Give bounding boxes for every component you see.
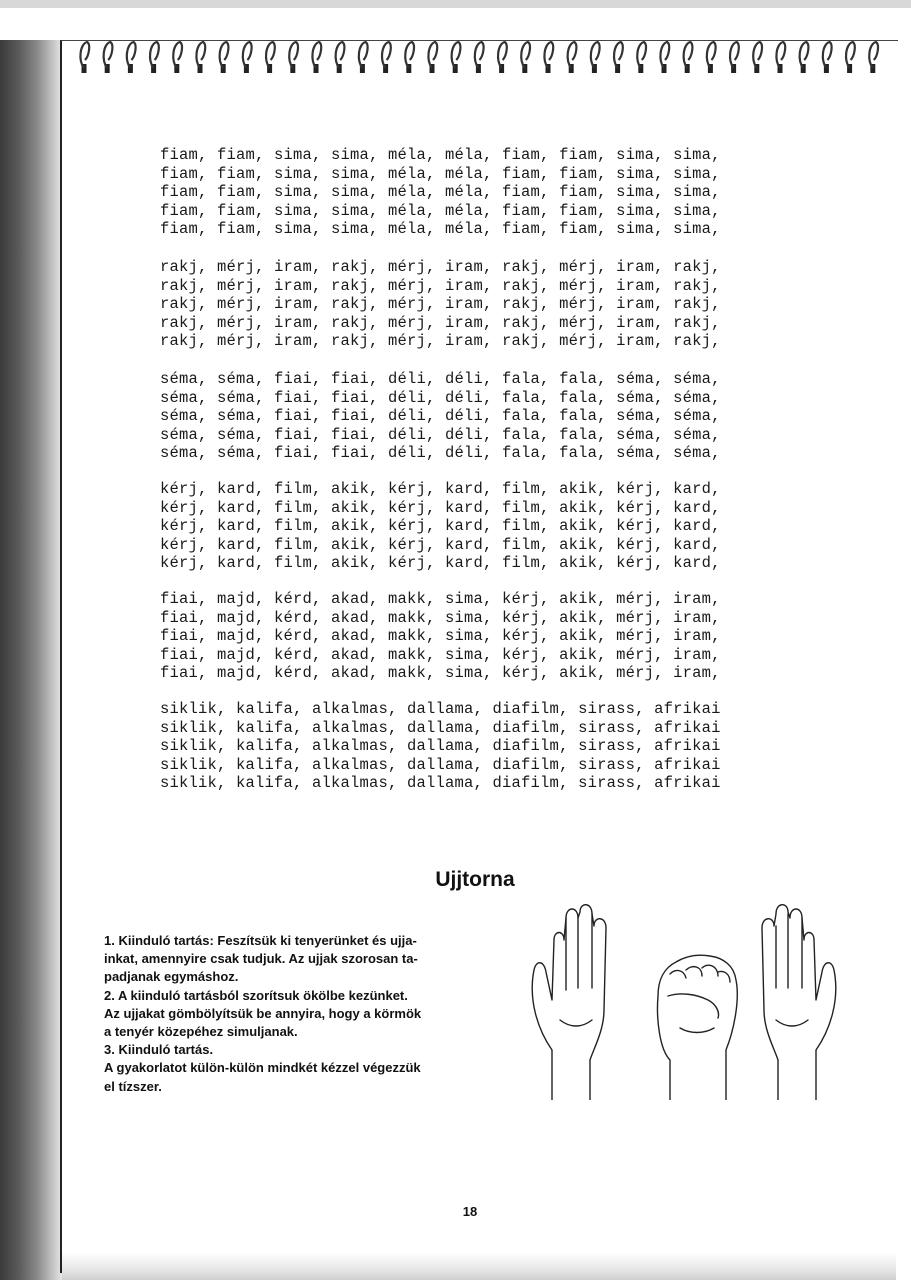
exercise-line: fiai, majd, kérd, akad, makk, sima, kérj, akik, mérj, iram, [160, 608, 721, 627]
exercise-line: fiai, majd, kérd, akad, makk, sima, kérj, akik, mérj, iram, [160, 627, 721, 646]
spiral-ring [544, 42, 553, 73]
exercise-line: siklik, kalifa, alkalmas, dallama, diafilm, sirass, afrikai [160, 700, 721, 718]
spiral-ring [568, 42, 577, 73]
exercise-line: fiai, majd, kérd, akad, makk, sima, kérj, akik, mérj, iram, [160, 590, 721, 608]
spiral-binding [72, 30, 892, 90]
instruction-line: a tenyér közepéhez simuljanak. [104, 1024, 298, 1040]
spiral-ring [684, 42, 693, 73]
exercise-line: kérj, kard, film, akik, kérj, kard, film, akik, kérj, kard, [160, 498, 721, 517]
exercise-line: kérj, kard, film, akik, kérj, kard, film, akik, kérj, kard, [160, 480, 721, 498]
exercise-line: séma, séma, fiai, fiai, déli, déli, fala, fala, séma, séma, [160, 407, 721, 426]
instruction-line: A gyakorlatot külön-külön mindkét kézzel végezzük [104, 1060, 421, 1076]
spiral-ring [660, 42, 669, 73]
exercise-line: siklik, kalifa, alkalmas, dallama, diafilm, sirass, afrikai [160, 737, 721, 756]
spiral-ring [382, 42, 391, 73]
spiral-ring [359, 42, 368, 73]
spiral-ring [707, 42, 716, 73]
spiral-ring [405, 42, 414, 73]
spiral-ring [869, 42, 878, 73]
exercise-line: rakj, mérj, iram, rakj, mérj, iram, rakj, mérj, iram, rakj, [160, 332, 721, 351]
spiral-ring [800, 42, 809, 73]
exercise-line: fiam, fiam, sima, sima, méla, méla, fiam, fiam, sima, sima, [160, 201, 721, 220]
spiral-ring [452, 42, 461, 73]
instructions-text [104, 932, 496, 1096]
section-title: Ujjtorna [435, 868, 515, 891]
exercise-block-2 [160, 258, 721, 351]
instruction-line: el tízszer. [104, 1078, 162, 1094]
spiral-ring [150, 42, 159, 73]
spiral-ring [196, 42, 205, 73]
exercise-block-4 [160, 480, 721, 573]
exercise-line: siklik, kalifa, alkalmas, dallama, diafilm, sirass, afrikai [160, 718, 721, 737]
spiral-ring [776, 42, 785, 73]
spiral-ring [266, 42, 275, 73]
exercise-line: rakj, mérj, iram, rakj, mérj, iram, rakj, mérj, iram, rakj, [160, 258, 721, 276]
spiral-ring [753, 42, 762, 73]
instruction-line: padjanak egymáshoz. [104, 969, 239, 985]
exercise-line: fiai, majd, kérd, akad, makk, sima, kérj, akik, mérj, iram, [160, 645, 721, 664]
spiral-ring [475, 42, 484, 73]
page-number: 18 [462, 1204, 478, 1219]
exercise-line: siklik, kalifa, alkalmas, dallama, diafilm, sirass, afrikai [160, 755, 721, 774]
page-top-edge [0, 0, 911, 8]
notebook-page-stack-edge [0, 40, 62, 1280]
spiral-ring [591, 42, 600, 73]
spiral-ring [637, 42, 646, 73]
exercise-line: fiam, fiam, sima, sima, méla, méla, fiam, fiam, sima, sima, [160, 146, 721, 164]
spiral-ring [80, 42, 89, 73]
spiral-ring [243, 42, 252, 73]
exercise-line: siklik, kalifa, alkalmas, dallama, diafilm, sirass, afrikai [160, 774, 721, 793]
exercise-line: fiam, fiam, sima, sima, méla, méla, fiam, fiam, sima, sima, [160, 183, 721, 202]
spiral-ring [173, 42, 182, 73]
spiral-ring [428, 42, 437, 73]
hand-exercise-illustration [530, 900, 850, 1100]
spiral-ring [312, 42, 321, 73]
exercise-line: fiam, fiam, sima, sima, méla, méla, fiam, fiam, sima, sima, [160, 220, 721, 239]
exercise-line: rakj, mérj, iram, rakj, mérj, iram, rakj, mérj, iram, rakj, [160, 313, 721, 332]
spiral-ring [336, 42, 345, 73]
exercise-line: kérj, kard, film, akik, kérj, kard, film, akik, kérj, kard, [160, 554, 721, 573]
spiral-ring [614, 42, 623, 73]
exercise-line: séma, séma, fiai, fiai, déli, déli, fala, fala, séma, séma, [160, 388, 721, 407]
spiral-ring [730, 42, 739, 73]
open-hand-right-icon [762, 905, 836, 1100]
exercise-line: kérj, kard, film, akik, kérj, kard, film, akik, kérj, kard, [160, 517, 721, 536]
instruction-line: 3. Kiinduló tartás. [104, 1042, 214, 1058]
exercise-block-3 [160, 370, 721, 463]
instruction-line: 2. A kiinduló tartásból szorítsuk ökölbe kezünket. [104, 987, 408, 1003]
exercise-block-5 [160, 590, 721, 683]
exercise-block-1 [160, 146, 721, 239]
open-hand-left-icon [532, 905, 606, 1100]
instruction-line: inkat, amennyire csak tudjuk. Az ujjak szorosan ta- [104, 951, 418, 967]
spiral-ring [498, 42, 507, 73]
spiral-ring [289, 42, 298, 73]
page-bottom-shadow [62, 1252, 896, 1280]
spiral-ring [846, 42, 855, 73]
exercise-line: fiai, majd, kérd, akad, makk, sima, kérj, akik, mérj, iram, [160, 664, 721, 683]
exercise-line: kérj, kard, film, akik, kérj, kard, film, akik, kérj, kard, [160, 535, 721, 554]
fist-hand-icon [658, 955, 738, 1100]
exercise-line: séma, séma, fiai, fiai, déli, déli, fala, fala, séma, séma, [160, 370, 721, 388]
spiral-ring [104, 42, 113, 73]
exercise-line: rakj, mérj, iram, rakj, mérj, iram, rakj, mérj, iram, rakj, [160, 276, 721, 295]
exercise-block-6 [160, 700, 721, 793]
exercise-line: fiam, fiam, sima, sima, méla, méla, fiam, fiam, sima, sima, [160, 164, 721, 183]
exercise-line: rakj, mérj, iram, rakj, mérj, iram, rakj, mérj, iram, rakj, [160, 295, 721, 314]
exercise-line: séma, séma, fiai, fiai, déli, déli, fala, fala, séma, séma, [160, 425, 721, 444]
spiral-ring [127, 42, 136, 73]
instruction-line: Az ujjakat gömbölyítsük be annyira, hogy a körmök [104, 1005, 422, 1021]
exercise-line: séma, séma, fiai, fiai, déli, déli, fala, fala, séma, séma, [160, 444, 721, 463]
spiral-ring [521, 42, 530, 73]
spiral-ring [220, 42, 229, 73]
instruction-line: 1. Kiinduló tartás: Feszítsük ki tenyerünket és ujja- [104, 933, 417, 948]
spiral-ring [823, 42, 832, 73]
